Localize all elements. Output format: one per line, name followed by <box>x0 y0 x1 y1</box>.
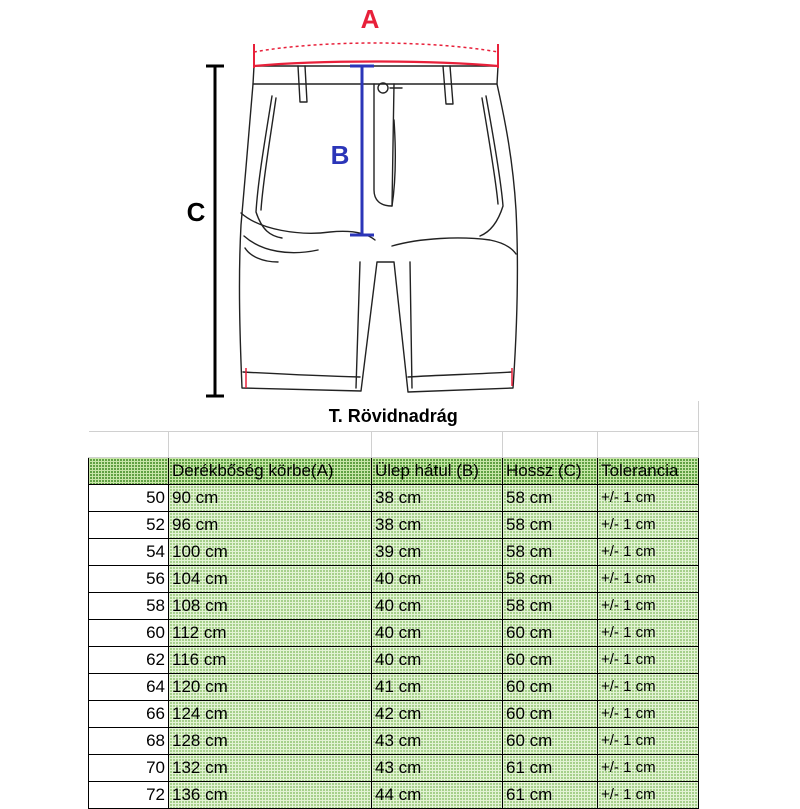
tolerance-cell: +/- 1 cm <box>598 566 699 593</box>
table-row <box>89 566 699 593</box>
length-cell: 60 cm <box>503 647 598 674</box>
waist-cell: 136 cm <box>169 782 372 809</box>
label-c: C <box>186 197 206 227</box>
seat-cell: 38 cm <box>372 512 503 539</box>
waist-cell: 96 cm <box>169 512 372 539</box>
waist-cell: 132 cm <box>169 755 372 782</box>
dimension-b <box>331 66 374 235</box>
waist-cell: 128 cm <box>169 728 372 755</box>
table-row <box>89 593 699 620</box>
seat-cell: 44 cm <box>372 782 503 809</box>
dimension-a <box>254 4 498 68</box>
table-row <box>89 620 699 647</box>
length-cell: 58 cm <box>503 485 598 512</box>
size-cell: 60 <box>89 620 169 647</box>
tolerance-cell: +/- 1 cm <box>598 593 699 620</box>
header-cell-waist: Derékbőség körbe(A) <box>169 458 372 485</box>
blank-row <box>89 432 699 458</box>
label-b: B <box>330 140 350 170</box>
seat-cell: 43 cm <box>372 728 503 755</box>
tolerance-cell: +/- 1 cm <box>598 647 699 674</box>
seat-cell: 40 cm <box>372 647 503 674</box>
waist-cell: 100 cm <box>169 539 372 566</box>
size-cell: 66 <box>89 701 169 728</box>
seat-cell: 40 cm <box>372 620 503 647</box>
waist-cell: 124 cm <box>169 701 372 728</box>
tolerance-cell: +/- 1 cm <box>598 539 699 566</box>
table-row <box>89 485 699 512</box>
header-cell-size <box>89 458 169 485</box>
length-cell: 58 cm <box>503 593 598 620</box>
waist-cell: 116 cm <box>169 647 372 674</box>
seat-cell: 43 cm <box>372 755 503 782</box>
header-cell-seat: Ülep hátul (B) <box>372 458 503 485</box>
waist-cell: 104 cm <box>169 566 372 593</box>
dimension-c <box>187 66 224 396</box>
waist-cell: 108 cm <box>169 593 372 620</box>
tolerance-cell: +/- 1 cm <box>598 674 699 701</box>
seat-cell: 38 cm <box>372 485 503 512</box>
tolerance-cell: +/- 1 cm <box>598 701 699 728</box>
header-cell-length: Hossz (C) <box>503 458 598 485</box>
waist-cell: 90 cm <box>169 485 372 512</box>
length-cell: 60 cm <box>503 674 598 701</box>
size-cell: 70 <box>89 755 169 782</box>
header-cell-tolerance: Tolerancia <box>598 458 699 485</box>
length-cell: 58 cm <box>503 566 598 593</box>
table-row <box>89 674 699 701</box>
size-cell: 50 <box>89 485 169 512</box>
length-cell: 61 cm <box>503 782 598 809</box>
shorts-drawing <box>239 66 517 392</box>
length-cell: 60 cm <box>503 620 598 647</box>
length-cell: 58 cm <box>503 539 598 566</box>
size-cell: 68 <box>89 728 169 755</box>
tolerance-cell: +/- 1 cm <box>598 728 699 755</box>
waist-cell: 120 cm <box>169 674 372 701</box>
label-a: A <box>360 4 380 34</box>
table-row <box>89 701 699 728</box>
size-cell: 56 <box>89 566 169 593</box>
tolerance-cell: +/- 1 cm <box>598 755 699 782</box>
tolerance-cell: +/- 1 cm <box>598 485 699 512</box>
seat-cell: 41 cm <box>372 674 503 701</box>
table-row <box>89 728 699 755</box>
tolerance-cell: +/- 1 cm <box>598 620 699 647</box>
length-cell: 60 cm <box>503 728 598 755</box>
shorts-measurement-diagram <box>0 0 800 400</box>
seat-cell: 42 cm <box>372 701 503 728</box>
length-cell: 60 cm <box>503 701 598 728</box>
tolerance-cell: +/- 1 cm <box>598 782 699 809</box>
title-row <box>89 401 699 432</box>
tolerance-cell: +/- 1 cm <box>598 512 699 539</box>
seat-cell: 40 cm <box>372 566 503 593</box>
seat-cell: 40 cm <box>372 593 503 620</box>
size-cell: 52 <box>89 512 169 539</box>
table-row <box>89 539 699 566</box>
size-cell: 64 <box>89 674 169 701</box>
size-cell: 72 <box>89 782 169 809</box>
table-row <box>89 512 699 539</box>
size-cell: 54 <box>89 539 169 566</box>
table-title: T. Rövidnadrág <box>89 401 699 432</box>
size-cell: 58 <box>89 593 169 620</box>
seat-cell: 39 cm <box>372 539 503 566</box>
header-row <box>89 458 699 485</box>
size-table <box>88 401 699 809</box>
length-cell: 58 cm <box>503 512 598 539</box>
table-row <box>89 755 699 782</box>
size-cell: 62 <box>89 647 169 674</box>
length-cell: 61 cm <box>503 755 598 782</box>
waist-cell: 112 cm <box>169 620 372 647</box>
table-row <box>89 782 699 809</box>
table-row <box>89 647 699 674</box>
